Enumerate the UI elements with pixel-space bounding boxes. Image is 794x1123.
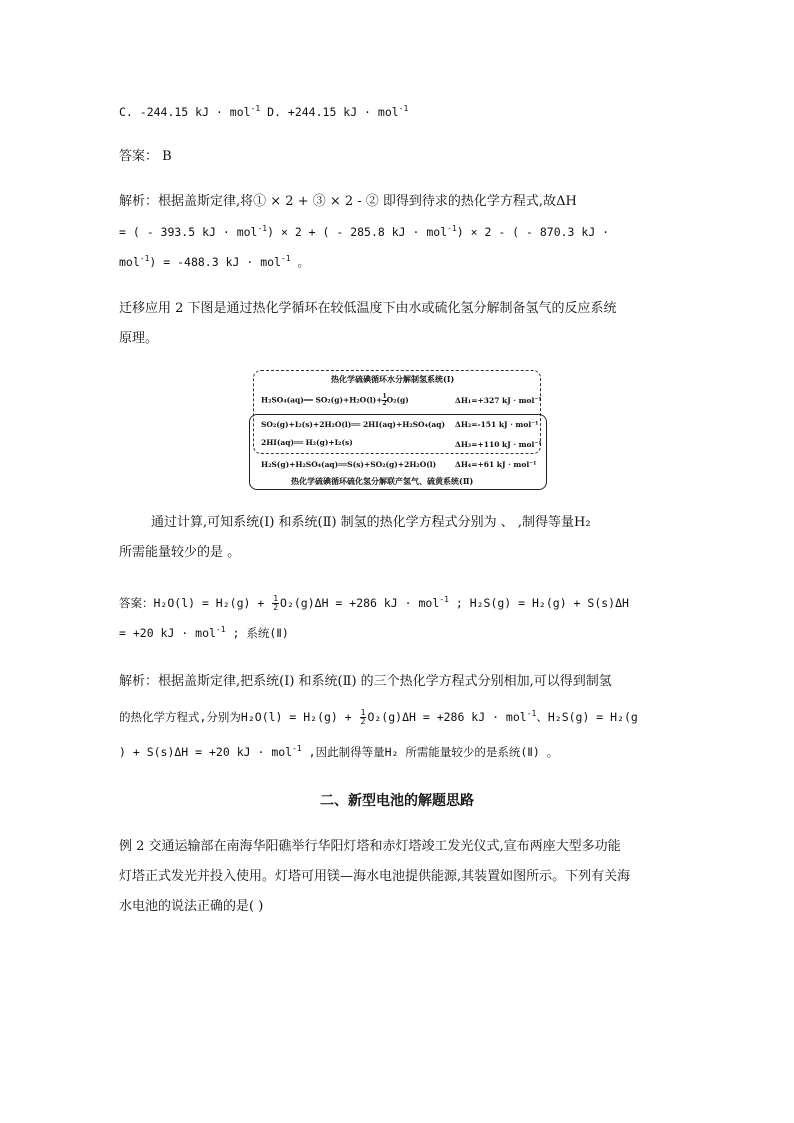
- answer-2: 答案：H₂O(l) = H₂(g) + $\frac{1}{2}$ O₂(g)ΔH = +286 kJ · mol$^{-1}$ ; H₂S(g) = H₂(g) + S(s)ΔH = +20 kJ · mol$^{-1}$ ; 系统(Ⅱ): [119, 594, 629, 640]
- analysis-2: 解析：根据盖斯定律,把系统(Ⅰ) 和系统(Ⅱ) 的三个热化学方程式分别相加,可以得到制氢 的热化学方程式,分别为H₂O(l) = H₂(g) + $\frac{1}{2}$ O₂(g)ΔH = +286 kJ · mol$^{-1}$、H₂S(g) = H₂(g ) + S(s)ΔH = +20 kJ · mol$^{-1}$ ,因此制得等量H₂ 所需能量较少的是系统(Ⅱ) 。: [119, 674, 638, 759]
- delta-h-4: ΔH₄=+61 kJ · mol⁻¹: [455, 460, 537, 469]
- system-1-title: 热化学硫碘循环水分解制氢系统(Ⅰ): [331, 374, 455, 384]
- equation-3: 2HI(aq)══ H₂(g)+I₂(s): [261, 438, 353, 447]
- question: 通过计算,可知系统(Ⅰ) 和系统(Ⅱ) 制氢的热化学方程式分别为 、 ,制得等量H₂ 所需能量较少的是 。: [119, 515, 591, 560]
- equation-4: H₂S(g)+H₂SO₄(aq)══S(s)+SO₂(g)+2H₂O(l): [261, 460, 437, 469]
- analysis-1: 解析：根据盖斯定律,将① × 2 + ③ × 2 - ② 即得到待求的热化学方程式,故ΔH = ( - 393.5 kJ · mol$^{-1}$) × 2 + ( - 285.8 kJ · mol$^{-1}$) × 2 - ( - 870.3 kJ · mol$^{-1}$) = -488.3 kJ · mol$^{-1}$ 。: [119, 194, 610, 269]
- delta-h-1: ΔH₁=+327 kJ · mol⁻¹: [455, 396, 542, 405]
- equation-2: SO₂(g)+I₂(s)+2H₂O(l)══ 2HI(aq)+H₂SO₄(aq): [261, 420, 446, 429]
- transfer-application-2: 迁移应用 2 下图是通过热化学循环在较低温度下由水或硫化氢分解制备氢气的反应系统 原理。: [119, 301, 617, 346]
- options-cd: C. -244.15 kJ · mol$^{-1}$ D. +244.15 kJ · mol$^{-1}$: [119, 104, 409, 119]
- section-heading: 二、新型电池的解题思路: [320, 793, 474, 809]
- system-2-title: 热化学硫碘循环硫化氢分解联产氢气、硫黄系统(Ⅱ): [291, 476, 474, 486]
- option-c: C. -244.15 kJ · mol: [119, 105, 251, 119]
- delta-h-3: ΔH₃=+110 kJ · mol⁻¹: [455, 440, 542, 449]
- example-2: 例 2 交通运输部在南海华阳礁举行华阳灯塔和赤灯塔竣工发光仪式,宣布两座大型多功能 灯塔正式发光并投入使用。灯塔可用镁—海水电池提供能源,其装置如图所示。下列有关海 水电池的说法正确的是( ): [119, 839, 631, 914]
- equation-1: H₂SO₄(aq)══ SO₂(g)+H₂O(l)+ $\frac{1}{2}$ O₂(g): [261, 393, 409, 407]
- delta-h-2: ΔH₂=-151 kJ · mol⁻¹: [455, 420, 539, 429]
- reaction-system-diagram: [249, 370, 547, 490]
- option-d: D. +244.15 kJ · mol: [260, 105, 399, 119]
- answer-1: 答案： B: [119, 149, 172, 164]
